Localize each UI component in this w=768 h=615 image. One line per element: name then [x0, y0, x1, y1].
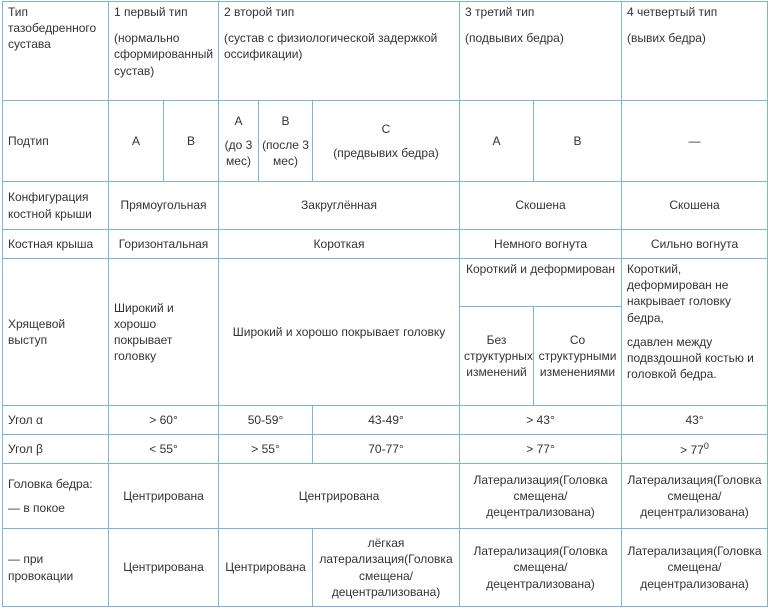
- alpha-t3: > 43°: [460, 406, 622, 435]
- head-prov-row: [3, 529, 768, 607]
- head-rest-t1: Центрирована: [109, 464, 219, 529]
- subtype-t2-c-note: (предвывих бедра): [333, 146, 439, 160]
- bone-roof-t1: Горизонтальная: [109, 230, 219, 259]
- head-rest-label-cell: [3, 464, 109, 529]
- type4-subtitle: (вывих бедра): [627, 31, 706, 46]
- beta-t4-cell: [622, 435, 768, 464]
- subtype-t2-b-note: (после 3 мес): [262, 137, 309, 169]
- cartilage-t2: Широкий и хорошо покрывает головку: [219, 259, 460, 406]
- roof-config-label: Конфигурация костной крыши: [3, 182, 109, 230]
- cartilage-t1: Широкий и хорошо покрывает головку: [109, 259, 219, 406]
- bone-roof-row: [3, 230, 768, 259]
- roof-config-row: [3, 182, 768, 230]
- roof-config-t1: Прямоугольная: [109, 182, 219, 230]
- cartilage-t3-b: Со структурными изменениями: [534, 307, 622, 406]
- cartilage-t4-part1: Короткий, деформирован не накрывает головку бедра,: [627, 262, 731, 325]
- subtype-row: [3, 101, 768, 182]
- header-hip-type-label: Тип тазобедренного сустава: [8, 5, 97, 52]
- head-rest-row: [3, 464, 768, 529]
- bone-roof-t2: Короткая: [219, 230, 460, 259]
- beta-t2-ab: > 55°: [219, 435, 313, 464]
- subtype-t4: —: [622, 101, 768, 182]
- beta-t4: > 77: [680, 442, 704, 457]
- type4-title: 4 четвертый тип: [627, 5, 718, 19]
- hip-types-table: [2, 1, 768, 607]
- subtype-t1-a: A: [109, 101, 164, 182]
- beta-label: Угол β: [3, 435, 109, 464]
- subtype-t2-b-cell: [259, 101, 313, 182]
- head-prov-label: — при провокации: [3, 529, 109, 607]
- alpha-t2-ab: 50-59°: [219, 406, 313, 435]
- cartilage-label: Хрящевой выступ: [3, 259, 109, 406]
- head-rest-t3: Латерализация(Головка смещена/ децентрализована): [460, 464, 622, 529]
- beta-t1: < 55°: [109, 435, 219, 464]
- subtype-t1-b: B: [164, 101, 219, 182]
- head-label: Головка бедра:: [8, 476, 93, 491]
- header-type2-cell: [219, 2, 460, 101]
- roof-config-t4: Скошена: [622, 182, 768, 230]
- alpha-t4: 43°: [622, 406, 768, 435]
- header-type1-cell: [109, 2, 219, 101]
- bone-roof-t3: Немного вогнута: [460, 230, 622, 259]
- roof-config-t3: Скошена: [460, 182, 622, 230]
- head-rest-t4: Латерализация(Головка смещена/ децентрализована): [622, 464, 768, 529]
- type1-title: 1 первый тип: [114, 5, 188, 19]
- head-prov-t2-ab: Центрирована: [219, 529, 313, 607]
- cartilage-t4-part2: сдавлен между подвздошной костью и головкой бедра.: [627, 334, 754, 382]
- subtype-t2-c: C: [381, 121, 391, 136]
- alpha-label: Угол α: [3, 406, 109, 435]
- alpha-t2-c: 43-49°: [313, 406, 460, 435]
- head-rest-label: — в покое: [8, 501, 65, 515]
- beta-t2-c: 70-77°: [313, 435, 460, 464]
- type3-title: 3 третий тип: [465, 5, 535, 19]
- cartilage-t4-cell: [622, 259, 768, 406]
- header-type4-cell: [622, 2, 768, 101]
- head-prov-t1: Центрирована: [109, 529, 219, 607]
- beta-row: [3, 435, 768, 464]
- head-prov-t3: Латерализация(Головка смещена/ децентрализована): [460, 529, 622, 607]
- subtype-t3-b: B: [534, 101, 622, 182]
- cartilage-row-top: [3, 259, 768, 307]
- roof-config-t2: Закруглённая: [219, 182, 460, 230]
- subtype-t2-c-cell: [313, 101, 460, 182]
- beta-t3: > 77°: [460, 435, 622, 464]
- head-rest-t2: Центрирована: [219, 464, 460, 529]
- cartilage-t3-a: Без структурных изменений: [460, 307, 534, 406]
- bone-roof-t4: Сильно вогнута: [622, 230, 768, 259]
- head-prov-t4: Латерализация(Головка смещена/ децентрализована): [622, 529, 768, 607]
- header-hip-type-cell: [3, 2, 109, 101]
- type3-subtitle: (подвывих бедра): [465, 31, 564, 46]
- bone-roof-label: Костная крыша: [3, 230, 109, 259]
- header-row: [3, 2, 768, 101]
- subtype-t2-b: B: [281, 113, 290, 128]
- type2-subtitle: (сустав с физиологической задержкой оссификации): [224, 31, 438, 62]
- subtype-t3-a: A: [460, 101, 534, 182]
- alpha-t1: > 60°: [109, 406, 219, 435]
- subtype-t2-a: A: [234, 113, 243, 128]
- beta-t4-sup: 0: [703, 440, 709, 451]
- subtype-label: Подтип: [3, 101, 109, 182]
- subtype-t2-a-note: (до 3 мес): [224, 137, 253, 169]
- type1-subtitle: (нормально сформированный сустав): [114, 31, 214, 78]
- head-prov-t2-c: лёгкая латерализация(Головка смещена/ децентрализована): [313, 529, 460, 607]
- type2-title: 2 второй тип: [224, 5, 295, 19]
- subtype-t2-a-cell: [219, 101, 259, 182]
- alpha-row: [3, 406, 768, 435]
- header-type3-cell: [460, 2, 622, 101]
- cartilage-t3: Короткий и деформирован: [460, 259, 622, 307]
